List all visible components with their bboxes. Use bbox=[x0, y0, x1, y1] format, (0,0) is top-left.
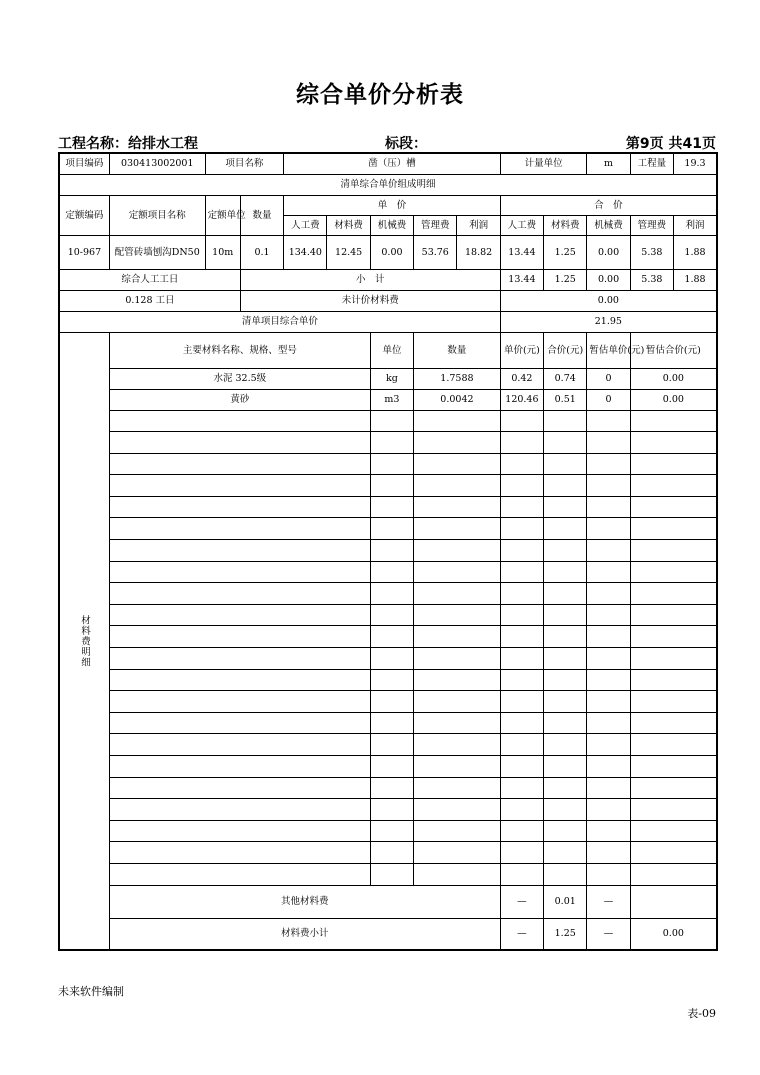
empty-cell bbox=[109, 691, 370, 713]
col-profit: 利润 bbox=[457, 215, 500, 235]
up-material: 12.45 bbox=[327, 235, 370, 269]
empty-cell bbox=[414, 669, 501, 691]
labor-day-label: 综合人工工日 bbox=[59, 269, 240, 290]
empty-cell bbox=[414, 583, 501, 605]
empty-cell bbox=[370, 691, 413, 713]
empty-cell bbox=[500, 691, 543, 713]
col-mat-est-total: 暂估合价(元) bbox=[630, 332, 717, 368]
empty-cell bbox=[370, 410, 413, 432]
empty-cell bbox=[630, 453, 717, 475]
empty-material-row bbox=[59, 561, 717, 583]
empty-cell bbox=[630, 475, 717, 497]
sub-material: 1.25 bbox=[544, 269, 587, 290]
page-title: 综合单价分析表 bbox=[296, 82, 464, 108]
section-title: 清单综合单价组成明细 bbox=[59, 174, 717, 195]
qty-label: 工程量 bbox=[630, 153, 673, 174]
empty-material-row bbox=[59, 863, 717, 885]
empty-cell bbox=[630, 799, 717, 821]
tp-labor: 13.44 bbox=[500, 235, 543, 269]
empty-material-row bbox=[59, 712, 717, 734]
empty-material-row bbox=[59, 648, 717, 670]
empty-cell bbox=[587, 496, 630, 518]
quota-unit: 10m bbox=[205, 235, 240, 269]
empty-cell bbox=[414, 712, 501, 734]
up-labor: 134.40 bbox=[284, 235, 327, 269]
col-mgmt: 管理费 bbox=[414, 215, 457, 235]
composite-label: 清单项目综合单价 bbox=[59, 311, 500, 332]
empty-cell bbox=[544, 863, 587, 885]
empty-cell bbox=[630, 669, 717, 691]
empty-cell bbox=[587, 518, 630, 540]
col-material: 材料费 bbox=[544, 215, 587, 235]
mat-qty: 0.0042 bbox=[414, 389, 501, 410]
mat-price: 120.46 bbox=[500, 389, 543, 410]
empty-cell bbox=[587, 842, 630, 864]
col-total-price: 合 价 bbox=[500, 195, 717, 215]
col-mat-name: 主要材料名称、规格、型号 bbox=[109, 332, 370, 368]
empty-cell bbox=[370, 583, 413, 605]
software-credit: 未来软件编制 bbox=[58, 985, 124, 998]
empty-cell bbox=[109, 756, 370, 778]
material-row bbox=[59, 389, 717, 410]
page-info: 第9页 共41页 bbox=[625, 136, 716, 152]
empty-cell bbox=[109, 648, 370, 670]
empty-cell bbox=[587, 799, 630, 821]
empty-cell bbox=[544, 756, 587, 778]
col-quota-code: 定额编码 bbox=[59, 195, 109, 235]
mat-unit: m3 bbox=[370, 389, 413, 410]
quota-name: 配管砖墙刨沟DN50 bbox=[109, 235, 205, 269]
empty-cell bbox=[109, 453, 370, 475]
empty-cell bbox=[109, 604, 370, 626]
empty-cell bbox=[370, 799, 413, 821]
empty-cell bbox=[414, 863, 501, 885]
empty-cell bbox=[109, 863, 370, 885]
mat-est-price: 0 bbox=[587, 389, 630, 410]
empty-cell bbox=[587, 648, 630, 670]
empty-cell bbox=[630, 863, 717, 885]
unit-value: m bbox=[587, 153, 630, 174]
mat-qty: 1.7588 bbox=[414, 368, 501, 389]
empty-cell bbox=[630, 691, 717, 713]
mat-name: 水泥 32.5级 bbox=[109, 368, 370, 389]
empty-cell bbox=[370, 669, 413, 691]
empty-cell bbox=[544, 842, 587, 864]
quota-qty: 0.1 bbox=[240, 235, 283, 269]
empty-cell bbox=[630, 842, 717, 864]
empty-cell bbox=[587, 583, 630, 605]
mat-name: 黄砂 bbox=[109, 389, 370, 410]
empty-cell bbox=[630, 756, 717, 778]
empty-cell bbox=[414, 842, 501, 864]
col-mgmt: 管理费 bbox=[630, 215, 673, 235]
composite-row bbox=[59, 311, 717, 332]
sub-labor: 13.44 bbox=[500, 269, 543, 290]
empty-cell bbox=[630, 648, 717, 670]
col-machine: 机械费 bbox=[587, 215, 630, 235]
col-quantity: 数量 bbox=[240, 195, 283, 235]
empty-cell bbox=[370, 842, 413, 864]
col-profit: 利润 bbox=[674, 215, 717, 235]
empty-cell bbox=[587, 712, 630, 734]
mat-sub-price: — bbox=[500, 918, 543, 950]
subtotal-row bbox=[59, 269, 717, 290]
up-mgmt: 53.76 bbox=[414, 235, 457, 269]
empty-cell bbox=[587, 820, 630, 842]
empty-cell bbox=[109, 583, 370, 605]
empty-cell bbox=[544, 648, 587, 670]
col-mat-unit: 单位 bbox=[370, 332, 413, 368]
empty-cell bbox=[544, 540, 587, 562]
mat-est-total: 0.00 bbox=[630, 389, 717, 410]
tp-mgmt: 5.38 bbox=[630, 235, 673, 269]
empty-cell bbox=[500, 496, 543, 518]
empty-cell bbox=[500, 604, 543, 626]
empty-cell bbox=[370, 756, 413, 778]
mat-sub-total: 1.25 bbox=[544, 918, 587, 950]
analysis-table bbox=[58, 152, 718, 951]
empty-cell bbox=[109, 496, 370, 518]
section-label: 标段： bbox=[385, 136, 427, 152]
empty-cell bbox=[109, 820, 370, 842]
empty-cell bbox=[414, 453, 501, 475]
empty-material-row bbox=[59, 799, 717, 821]
mat-est-price: 0 bbox=[587, 368, 630, 389]
up-profit: 18.82 bbox=[457, 235, 500, 269]
empty-cell bbox=[109, 842, 370, 864]
other-material-row bbox=[59, 885, 717, 918]
empty-cell bbox=[370, 820, 413, 842]
empty-cell bbox=[544, 777, 587, 799]
empty-cell bbox=[500, 756, 543, 778]
mat-sub-label: 材料费小计 bbox=[109, 918, 500, 950]
empty-cell bbox=[109, 734, 370, 756]
empty-cell bbox=[544, 583, 587, 605]
empty-cell bbox=[587, 863, 630, 885]
empty-cell bbox=[500, 712, 543, 734]
empty-cell bbox=[544, 432, 587, 454]
empty-cell bbox=[630, 604, 717, 626]
empty-cell bbox=[544, 410, 587, 432]
empty-cell bbox=[587, 475, 630, 497]
empty-cell bbox=[587, 756, 630, 778]
mat-total: 0.51 bbox=[544, 389, 587, 410]
composite-value: 21.95 bbox=[500, 311, 717, 332]
empty-cell bbox=[370, 540, 413, 562]
empty-cell bbox=[414, 799, 501, 821]
other-label: 其他材料费 bbox=[109, 885, 500, 918]
empty-cell bbox=[414, 475, 501, 497]
empty-cell bbox=[630, 626, 717, 648]
name-label: 项目名称 bbox=[205, 153, 284, 174]
sub-mgmt: 5.38 bbox=[630, 269, 673, 290]
empty-cell bbox=[630, 410, 717, 432]
material-side-label bbox=[59, 332, 109, 950]
empty-material-row bbox=[59, 604, 717, 626]
empty-cell bbox=[544, 820, 587, 842]
form-number: 表-09 bbox=[687, 1007, 716, 1020]
empty-cell bbox=[109, 561, 370, 583]
col-quota-name: 定额项目名称 bbox=[109, 195, 205, 235]
empty-cell bbox=[414, 432, 501, 454]
empty-cell bbox=[500, 648, 543, 670]
empty-cell bbox=[370, 561, 413, 583]
empty-cell bbox=[544, 475, 587, 497]
empty-material-row bbox=[59, 432, 717, 454]
empty-cell bbox=[109, 432, 370, 454]
col-mat-est-price: 暂估单价(元) bbox=[587, 332, 630, 368]
empty-cell bbox=[500, 432, 543, 454]
empty-cell bbox=[500, 799, 543, 821]
empty-cell bbox=[414, 496, 501, 518]
empty-cell bbox=[109, 540, 370, 562]
empty-cell bbox=[500, 842, 543, 864]
empty-cell bbox=[544, 604, 587, 626]
col-mat-total: 合价(元) bbox=[544, 332, 587, 368]
empty-material-row bbox=[59, 453, 717, 475]
empty-material-row bbox=[59, 691, 717, 713]
tp-machine: 0.00 bbox=[587, 235, 630, 269]
empty-material-row bbox=[59, 496, 717, 518]
other-est-total bbox=[630, 885, 717, 918]
material-side-text: 材料费明细 bbox=[78, 614, 90, 668]
sub-machine: 0.00 bbox=[587, 269, 630, 290]
empty-cell bbox=[587, 410, 630, 432]
empty-cell bbox=[630, 432, 717, 454]
empty-cell bbox=[109, 475, 370, 497]
empty-cell bbox=[414, 518, 501, 540]
empty-cell bbox=[544, 669, 587, 691]
col-labor: 人工费 bbox=[500, 215, 543, 235]
empty-cell bbox=[414, 626, 501, 648]
mat-est-total: 0.00 bbox=[630, 368, 717, 389]
empty-cell bbox=[414, 410, 501, 432]
other-total: 0.01 bbox=[544, 885, 587, 918]
empty-material-row bbox=[59, 410, 717, 432]
empty-cell bbox=[544, 496, 587, 518]
mat-unit: kg bbox=[370, 368, 413, 389]
empty-cell bbox=[587, 604, 630, 626]
subtotal-label: 小 计 bbox=[240, 269, 500, 290]
empty-cell bbox=[544, 626, 587, 648]
empty-cell bbox=[500, 583, 543, 605]
quota-code: 10-967 bbox=[59, 235, 109, 269]
empty-material-row bbox=[59, 734, 717, 756]
empty-cell bbox=[544, 453, 587, 475]
empty-cell bbox=[587, 453, 630, 475]
empty-cell bbox=[587, 669, 630, 691]
empty-cell bbox=[414, 777, 501, 799]
empty-cell bbox=[587, 734, 630, 756]
qty-value: 19.3 bbox=[674, 153, 717, 174]
unpriced-label: 未计价材料费 bbox=[240, 290, 500, 311]
empty-material-row bbox=[59, 583, 717, 605]
empty-material-row bbox=[59, 540, 717, 562]
project-name: 工程名称：给排水工程 bbox=[58, 136, 198, 152]
empty-cell bbox=[370, 734, 413, 756]
empty-cell bbox=[414, 756, 501, 778]
empty-cell bbox=[370, 432, 413, 454]
empty-material-row bbox=[59, 626, 717, 648]
empty-cell bbox=[544, 561, 587, 583]
info-row bbox=[59, 153, 717, 174]
empty-cell bbox=[630, 712, 717, 734]
material-row bbox=[59, 368, 717, 389]
tp-profit: 1.88 bbox=[674, 235, 717, 269]
empty-cell bbox=[414, 561, 501, 583]
empty-cell bbox=[370, 863, 413, 885]
col-material: 材料费 bbox=[327, 215, 370, 235]
empty-cell bbox=[630, 496, 717, 518]
col-mat-price: 单价(元) bbox=[500, 332, 543, 368]
other-price: — bbox=[500, 885, 543, 918]
empty-cell bbox=[370, 496, 413, 518]
empty-cell bbox=[544, 691, 587, 713]
other-est-price: — bbox=[587, 885, 630, 918]
empty-cell bbox=[370, 626, 413, 648]
code-value: 030413002001 bbox=[109, 153, 205, 174]
empty-cell bbox=[587, 691, 630, 713]
empty-cell bbox=[500, 540, 543, 562]
empty-cell bbox=[500, 561, 543, 583]
col-unit-price: 单 价 bbox=[284, 195, 501, 215]
empty-material-row bbox=[59, 777, 717, 799]
empty-cell bbox=[370, 648, 413, 670]
empty-cell bbox=[500, 734, 543, 756]
col-labor: 人工费 bbox=[284, 215, 327, 235]
empty-cell bbox=[630, 540, 717, 562]
tp-material: 1.25 bbox=[544, 235, 587, 269]
empty-cell bbox=[630, 518, 717, 540]
empty-cell bbox=[370, 777, 413, 799]
quota-row bbox=[59, 235, 717, 269]
empty-cell bbox=[370, 475, 413, 497]
unpriced-value: 0.00 bbox=[500, 290, 717, 311]
empty-cell bbox=[587, 777, 630, 799]
empty-cell bbox=[109, 518, 370, 540]
empty-cell bbox=[500, 410, 543, 432]
empty-cell bbox=[544, 712, 587, 734]
empty-cell bbox=[544, 518, 587, 540]
empty-cell bbox=[414, 540, 501, 562]
empty-cell bbox=[500, 626, 543, 648]
empty-cell bbox=[630, 777, 717, 799]
empty-cell bbox=[370, 453, 413, 475]
empty-cell bbox=[414, 691, 501, 713]
name-value: 凿（压）槽 bbox=[284, 153, 501, 174]
labor-days: 0.128 工日 bbox=[59, 290, 240, 311]
empty-cell bbox=[109, 410, 370, 432]
col-mat-qty: 数量 bbox=[414, 332, 501, 368]
code-label: 项目编码 bbox=[59, 153, 109, 174]
empty-cell bbox=[587, 561, 630, 583]
material-subtotal-row bbox=[59, 918, 717, 950]
empty-cell bbox=[414, 820, 501, 842]
empty-cell bbox=[544, 799, 587, 821]
unit-label: 计量单位 bbox=[500, 153, 587, 174]
empty-cell bbox=[587, 626, 630, 648]
mat-price: 0.42 bbox=[500, 368, 543, 389]
empty-material-row bbox=[59, 518, 717, 540]
empty-cell bbox=[109, 626, 370, 648]
material-header-row bbox=[59, 332, 717, 368]
empty-cell bbox=[414, 604, 501, 626]
empty-material-row bbox=[59, 756, 717, 778]
empty-cell bbox=[630, 734, 717, 756]
mat-sub-est-price: — bbox=[587, 918, 630, 950]
empty-cell bbox=[370, 712, 413, 734]
empty-cell bbox=[630, 561, 717, 583]
col-quota-unit: 定额单位 bbox=[205, 195, 240, 235]
empty-cell bbox=[587, 432, 630, 454]
empty-cell bbox=[500, 669, 543, 691]
empty-cell bbox=[587, 540, 630, 562]
empty-cell bbox=[500, 863, 543, 885]
empty-cell bbox=[630, 820, 717, 842]
empty-material-row bbox=[59, 669, 717, 691]
col-machine: 机械费 bbox=[370, 215, 413, 235]
empty-cell bbox=[500, 453, 543, 475]
empty-cell bbox=[109, 799, 370, 821]
empty-material-row bbox=[59, 820, 717, 842]
empty-material-row bbox=[59, 842, 717, 864]
empty-cell bbox=[109, 669, 370, 691]
empty-cell bbox=[414, 648, 501, 670]
empty-material-row bbox=[59, 475, 717, 497]
empty-cell bbox=[500, 777, 543, 799]
empty-cell bbox=[500, 518, 543, 540]
empty-cell bbox=[109, 712, 370, 734]
empty-cell bbox=[544, 734, 587, 756]
mat-sub-est-total: 0.00 bbox=[630, 918, 717, 950]
empty-cell bbox=[500, 475, 543, 497]
unpriced-row bbox=[59, 290, 717, 311]
empty-cell bbox=[500, 820, 543, 842]
sub-profit: 1.88 bbox=[674, 269, 717, 290]
mat-total: 0.74 bbox=[544, 368, 587, 389]
empty-cell bbox=[370, 518, 413, 540]
empty-cell bbox=[109, 777, 370, 799]
empty-cell bbox=[370, 604, 413, 626]
up-machine: 0.00 bbox=[370, 235, 413, 269]
empty-cell bbox=[414, 734, 501, 756]
empty-cell bbox=[630, 583, 717, 605]
